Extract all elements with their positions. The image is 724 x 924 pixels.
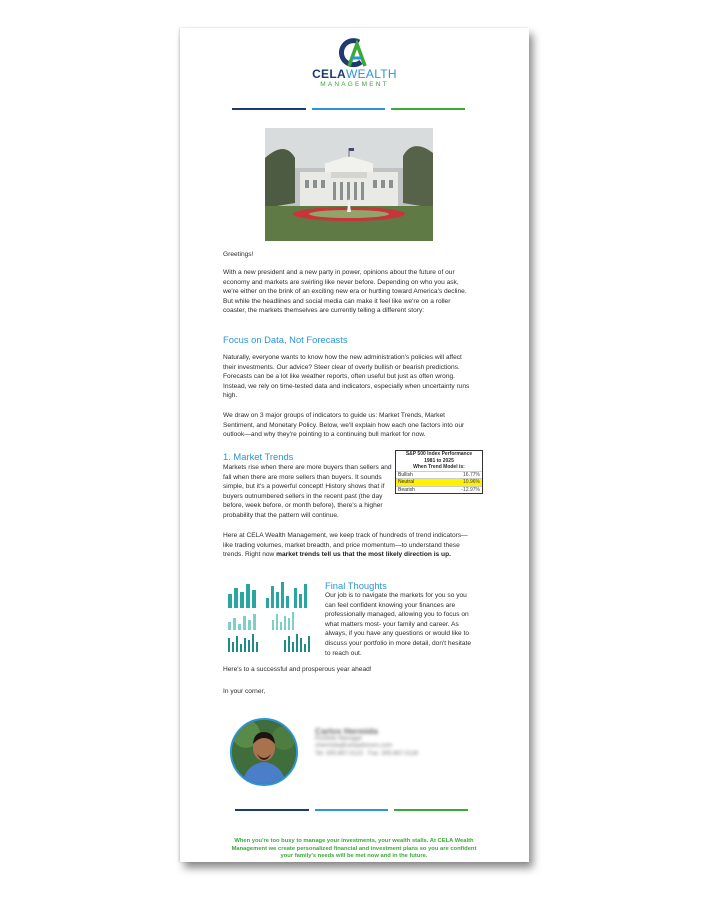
section-heading-focus: Focus on Data, Not Forecasts (223, 334, 348, 345)
signoff-line: In your corner, (223, 688, 266, 695)
intro-paragraph: With a new president and a new party in power, opinions about the future of our economy and markets are swirling like never before. Depending on who you ask, we're either on the brink of an exciting new era or hurtling toward America's decline. But while the headlines and social media can make it feel like we're on a roller coaster, the markets themselves are currently telling a different story: (223, 269, 467, 315)
newsletter-page (180, 28, 529, 862)
final-paragraph: Our job is to navigate the markets for you so you can feel confident knowing your finances are professionally managed, allowing you to focus on what matters most- your family and career. As always, if you have any questions or would like to discuss your portfolio in more detail, don't hesitate to reach out. (325, 592, 472, 657)
footer-tagline: When you're too busy to manage your investments, your wealth stalls. At CELA Wealth Management we create personalized financial and investment plans so you are confident your family's needs will be met now and in the future. (231, 838, 477, 859)
avatar (230, 718, 298, 786)
signature-role: Portfolio Manager (315, 735, 363, 742)
sp500-performance-table (395, 450, 483, 494)
signature-block (315, 728, 455, 758)
closing-line: Here's to a successful and prosperous year ahead! (223, 666, 372, 673)
table-title: S&P 500 Index Performance (405, 451, 473, 457)
brand-logo (180, 36, 529, 89)
greeting-text: Greetings! (223, 251, 254, 258)
section-heading-trends: 1. Market Trends (223, 451, 294, 462)
trends-paragraph-2: Here at CELA Wealth Management, we keep track of hundreds of trend indicators—like trading volumes, market breadth, and price momentum—to understand these trends. Right now market trends tell us that the most likely direction is up. (223, 532, 468, 559)
signature-phone: Tel: 305.667.0123 · Fax: 305.667.0128 (315, 750, 419, 757)
section-heading-final: Final Thoughts (325, 580, 387, 591)
table-subtitle: 1981 to 2025 (424, 457, 454, 464)
brand-subtitle: MANAGEMENT (320, 81, 389, 88)
white-house-photo (265, 128, 433, 241)
footer-divider (235, 809, 468, 812)
brand-name: CELAWEALTH (312, 67, 397, 81)
bar-charts-thumbnail (224, 578, 319, 656)
header-divider (232, 108, 465, 111)
table-row: Bullish 16.77% (398, 471, 480, 478)
table-row: Bearish -12.97% (398, 486, 480, 493)
signature-email[interactable]: chermida@celaadvisors.com (315, 743, 393, 749)
table-caption: When Trend Model is: (413, 464, 465, 470)
focus-paragraph-2: We draw on 3 major groups of indicators to guide us: Market Trends, Market Sentiment, and Monetary Policy. Below, we'll explain how each one factors into our outlook—and why they're pointing to a continuing bull market for now. (223, 412, 465, 439)
cela-logo-icon (337, 36, 373, 70)
table-row-highlighted: Neutral 10.96% (398, 479, 480, 485)
focus-paragraph-1: Naturally, everyone wants to know how the new administration's policies will affect their investments. Our advice? Steer clear of overly bullish or bearish predictions. Forecasts can be a lot like weather reports, often useful but just as often wrong. Instead, we rely on time-tested data and indicators, especially when uncertainty runs high. (223, 354, 470, 400)
trends-paragraph-1a: Markets rise when there are more buyers than sellers and fall when there are more sellers than buyers. It sounds simple, but it's a powerful concept! History shows that if buyers outnumbered sellers in the recent past (the day before, week before, or month before), there's a higher probability that the pattern will continue. (223, 464, 392, 519)
signature-name: Carlos Hermida (315, 726, 378, 736)
